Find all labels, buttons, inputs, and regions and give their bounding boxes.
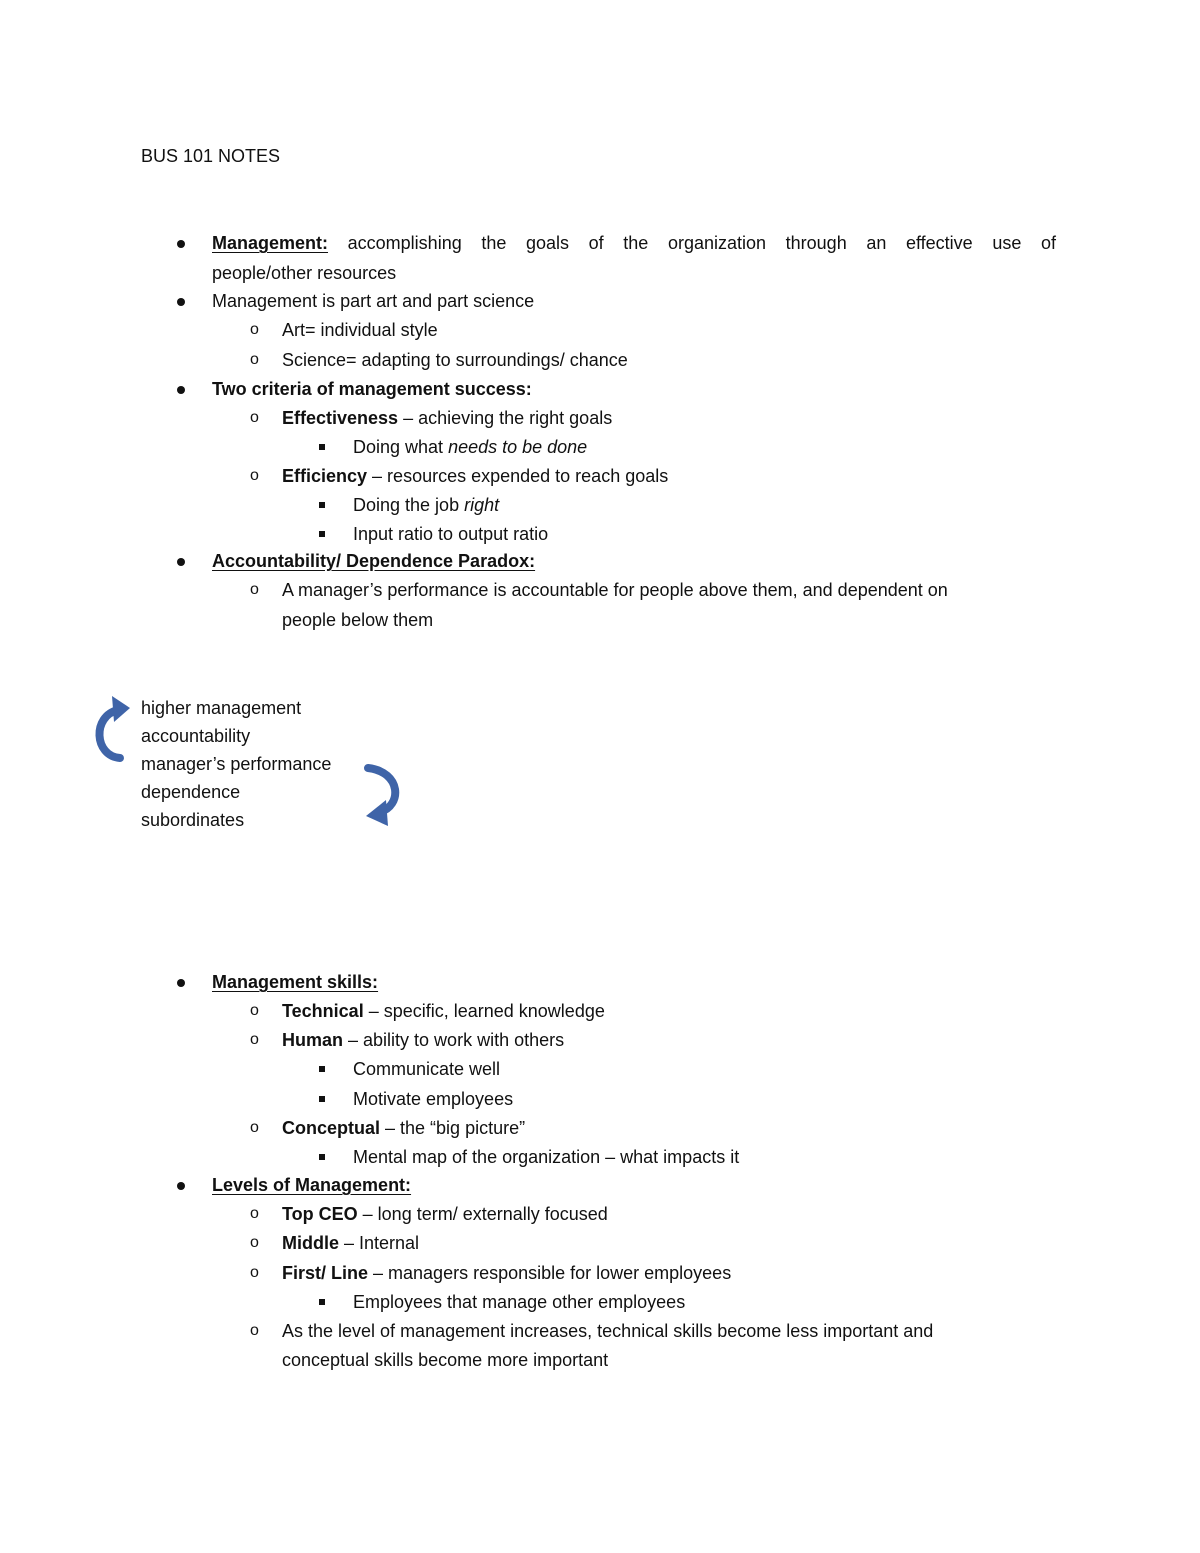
bullet-square [319, 1154, 325, 1160]
bullet-o: o [250, 1205, 259, 1222]
efficiency-term: Efficiency [282, 466, 368, 486]
bullet-dot [177, 298, 185, 306]
human-subitem-2: Motivate employees [353, 1089, 514, 1109]
top-level-desc: – long term/ externally focused [357, 1204, 608, 1224]
bullet-o: o [250, 1031, 259, 1048]
bullet-o: o [250, 321, 259, 338]
bullet-square [319, 1299, 325, 1305]
bullet-square [319, 531, 325, 537]
skills-heading: Management skills: [212, 972, 379, 992]
page-title: BUS 101 NOTES [141, 146, 281, 166]
efficiency-desc: – resources expended to reach goals [367, 466, 669, 486]
paradox-line2: people below them [282, 610, 434, 630]
top-level-item [282, 1199, 608, 1229]
conceptual-item [282, 1113, 525, 1143]
bullet-square [319, 1096, 325, 1102]
art-science-item: Management is part art and part science [212, 291, 535, 311]
bullet-o: o [250, 1002, 259, 1019]
management-definition-text: accomplishing the goals of the organization through an effective use of [347, 233, 1056, 253]
art-item: Art= individual style [282, 320, 438, 340]
curved-arrow-up-icon [88, 690, 138, 770]
first-line-term: First/ Line [282, 1263, 369, 1283]
bullet-o: o [250, 409, 259, 426]
middle-level-item [282, 1228, 419, 1258]
bullet-o: o [250, 351, 259, 368]
bullet-o: o [250, 1264, 259, 1281]
middle-level-term: Middle [282, 1233, 339, 1253]
effectiveness-item [282, 403, 612, 433]
criteria-heading: Two criteria of management success: [212, 379, 532, 399]
efficiency-subitem-2: Input ratio to output ratio [353, 524, 549, 544]
diagram-line-4: dependence [141, 782, 241, 802]
levels-heading: Levels of Management: [212, 1175, 412, 1195]
bullet-dot [177, 386, 185, 394]
curved-arrow-down-icon [358, 760, 408, 830]
effectiveness-term: Effectiveness [282, 408, 399, 428]
management-term: Management: [212, 233, 329, 253]
bullet-dot [177, 1182, 185, 1190]
bullet-dot [177, 979, 185, 987]
first-line-desc: – managers responsible for lower employees [368, 1263, 732, 1283]
human-item [282, 1025, 564, 1055]
bullet-square [319, 1066, 325, 1072]
middle-level-desc: – Internal [339, 1233, 420, 1253]
bullet-o: o [250, 581, 259, 598]
efficiency-sub1-text: Doing the job [353, 495, 465, 515]
human-term: Human [282, 1030, 344, 1050]
first-line-item [282, 1258, 731, 1288]
diagram-line-2: accountability [141, 726, 251, 746]
bullet-dot [177, 558, 185, 566]
bullet-o: o [250, 1234, 259, 1251]
efficiency-sub1-emphasis: right [464, 495, 500, 515]
diagram-line-3: manager’s performance [141, 754, 332, 774]
effectiveness-sub-text: Doing what [353, 437, 449, 457]
paradox-heading: Accountability/ Dependence Paradox: [212, 551, 536, 571]
bullet-dot [177, 240, 185, 248]
conceptual-term: Conceptual [282, 1118, 381, 1138]
efficiency-item [282, 461, 668, 491]
technical-desc: – specific, learned knowledge [363, 1001, 605, 1021]
bullet-o: o [250, 467, 259, 484]
first-line-subitem: Employees that manage other employees [353, 1292, 686, 1312]
increase-line2: conceptual skills become more important [282, 1350, 609, 1370]
diagram-line-1: higher management [141, 698, 302, 718]
bullet-o: o [250, 1322, 259, 1339]
human-subitem-1: Communicate well [353, 1059, 501, 1079]
technical-term: Technical [282, 1001, 364, 1021]
management-definition-line1 [212, 228, 1056, 258]
science-item: Science= adapting to surroundings/ chance [282, 350, 628, 370]
effectiveness-subitem [353, 432, 587, 462]
management-definition-line2: people/other resources [212, 263, 397, 283]
increase-line1: As the level of management increases, technical skills become less important and [282, 1321, 934, 1341]
efficiency-subitem-1 [353, 490, 499, 520]
paradox-line1: A manager’s performance is accountable for people above them, and dependent on [282, 580, 948, 600]
effectiveness-sub-emphasis: needs to be done [448, 437, 588, 457]
conceptual-subitem: Mental map of the organization – what impacts it [353, 1147, 740, 1167]
bullet-square [319, 444, 325, 450]
human-desc: – ability to work with others [343, 1030, 565, 1050]
bullet-square [319, 502, 325, 508]
top-level-term: Top CEO [282, 1204, 358, 1224]
effectiveness-desc: – achieving the right goals [398, 408, 613, 428]
technical-item [282, 996, 605, 1026]
conceptual-desc: – the “big picture” [380, 1118, 526, 1138]
diagram-line-5: subordinates [141, 810, 245, 830]
bullet-o: o [250, 1119, 259, 1136]
